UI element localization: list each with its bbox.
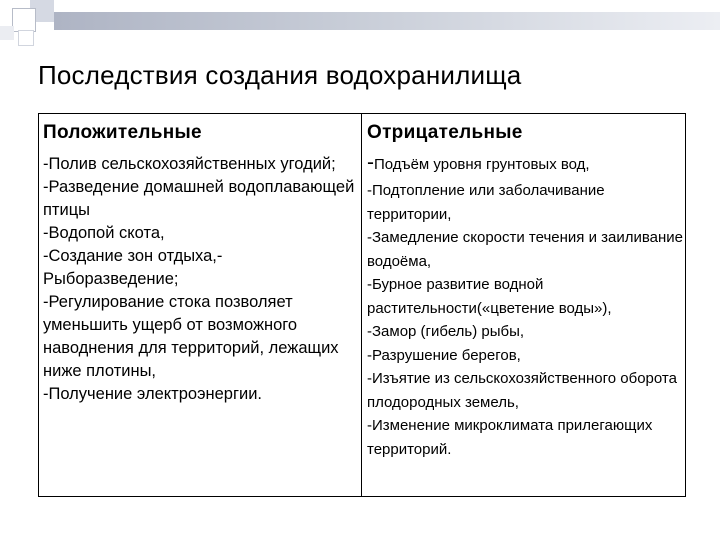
negative-item: -Изъятие из сельскохозяйственного оборота плодородных земель, <box>367 370 677 411</box>
positive-item: -Водопой скота, <box>43 224 165 242</box>
decor-square <box>0 26 14 40</box>
positive-item: -Регулирование стока позволяет уменьшить ущерб от возможного наводнения для территорий, лежащих ниже плотины, <box>43 293 339 380</box>
positive-column <box>43 122 355 406</box>
decor-square <box>18 30 34 46</box>
negative-item: -Разрушение берегов, <box>367 346 521 364</box>
negative-item: -Изменение микроклимата прилегающих территорий. <box>367 417 653 458</box>
positive-item: -Получение электроэнергии. <box>43 385 263 403</box>
positive-header: Положительные <box>43 122 202 143</box>
negative-item: -Замедление скорости течения и заиливание водоёма, <box>367 229 683 270</box>
decor-top-bar <box>54 12 720 30</box>
negative-item: -Бурное развитие водной растительности(«цветение воды»), <box>367 276 612 317</box>
negative-header: Отрицательные <box>367 122 523 143</box>
item-text: Подъём уровня грунтовых вод, <box>374 156 590 173</box>
item-dash: - <box>367 151 374 174</box>
column-divider <box>361 114 362 496</box>
positive-item: -Полив сельскохозяйственных угодий; <box>43 155 336 173</box>
consequences-table <box>38 113 686 497</box>
positive-item: -Создание зон отдыха,- Рыборазведение; <box>43 247 223 288</box>
negative-column <box>367 122 685 461</box>
positive-item: -Разведение домашней водоплавающей птицы <box>43 178 355 219</box>
negative-item <box>367 151 685 176</box>
negative-item: -Замор (гибель) рыбы, <box>367 323 525 340</box>
slide-title: Последствия создания водохранилища <box>38 60 522 90</box>
negative-item: -Подтопление или заболачивание территории, <box>367 182 605 223</box>
decor-square <box>12 8 36 32</box>
